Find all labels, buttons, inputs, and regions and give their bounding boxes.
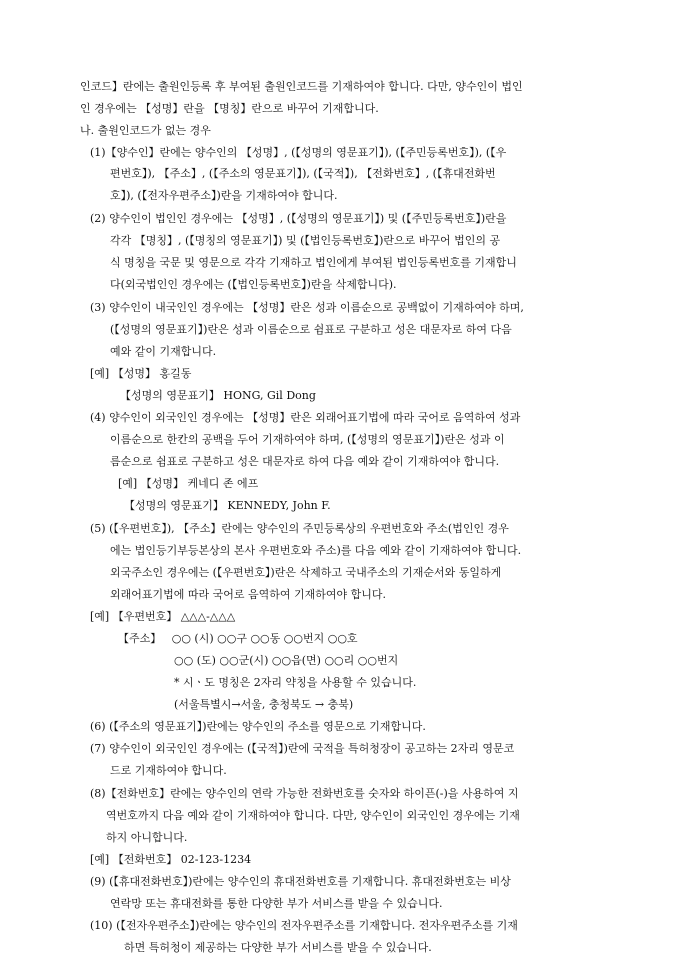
text-line: 에는 법인등기부등본상의 본사 우편번호와 주소)를 다음 예와 같이 기재하여야 합니다. — [110, 544, 522, 557]
note-line: * 시ㆍ도 명칭은 2자리 약칭을 사용할 수 있습니다. — [174, 676, 417, 689]
text-line: (9) (【휴대전화번호】)란에는 양수인의 휴대전화번호를 기재합니다. 휴대전화번호는 비상 — [90, 875, 511, 888]
text-line: 이름순으로 한칸의 공백을 두어 기재하여야 하며, (【성명의 영문표기】)란은 성과 이 — [110, 433, 505, 446]
text-line: 연락망 또는 휴대전화를 통한 다양한 부가 서비스를 받을 수 있습니다. — [110, 897, 443, 910]
text-line: 예와 같이 기재합니다. — [110, 345, 217, 358]
example-line: ○○ (도) ○○군(시) ○○읍(면) ○○리 ○○번지 — [174, 654, 399, 667]
text-line: 인 경우에는 【성명】란을 【명칭】란으로 바꾸어 기재합니다. — [80, 102, 379, 115]
text-line: 외래어표기법에 따라 국어로 음역하여 기재하여야 합니다. — [110, 588, 387, 601]
example-line: 【주소】 ○○ (시) ○○구 ○○동 ○○번지 ○○호 — [118, 632, 358, 645]
example-line: [예] 【성명】 홍길동 — [90, 367, 192, 380]
text-line: 각각 【명칭】, (【명칭의 영문표기】) 및 (【법인등록번호】)란으로 바꾸어 법인의 공 — [110, 234, 501, 247]
text-line: 다(외국법인인 경우에는 (【법인등록번호】)란을 삭제합니다). — [110, 278, 397, 291]
text-line: (【성명의 영문표기】)란은 성과 이름순으로 쉼표로 구분하고 성은 대문자로 하여 다음 — [110, 323, 512, 336]
text-line: (3) 양수인이 내국인인 경우에는 【성명】란은 성과 이름순으로 공백없이 기재하여야 하며, — [90, 301, 524, 314]
text-line: 역번호까지 다음 예와 같이 기재하여야 합니다. 다만, 양수인이 외국인인 경우에는 기재 — [106, 809, 520, 822]
example-line: [예] 【우편번호】 △△△-△△△ — [90, 610, 236, 623]
text-line: (5) (【우편번호】), 【주소】란에는 양수인의 주민등록상의 우편번호와 주소(법인인 경우 — [90, 522, 509, 535]
text-line: (10) (【전자우편주소】)란에는 양수인의 전자우편주소를 기재합니다. 전자우편주소를 기재 — [90, 919, 518, 932]
text-line: (2) 양수인이 법인인 경우에는 【성명】, (【성명의 영문표기】) 및 (【주민등록번호】)란을 — [90, 212, 507, 225]
text-line: 호】), (【전자우편주소】)란을 기재하여야 합니다. — [110, 189, 338, 202]
text-line: (4) 양수인이 외국인인 경우에는 【성명】란은 외래어표기법에 따라 국어로 음역하여 성과 — [90, 411, 521, 424]
section-heading: 나. 출원인코드가 없는 경우 — [80, 124, 211, 137]
example-line: 【성명의 영문표기】 KENNEDY, John F. — [124, 499, 331, 512]
text-line: 하면 특허청이 제공하는 다양한 부가 서비스를 받을 수 있습니다. — [124, 941, 432, 954]
text-line: (7) 양수인이 외국인인 경우에는 (【국적】)란에 국적을 특허청장이 공고하는 2자리 영문코 — [90, 742, 515, 755]
text-line: 편번호】), 【주소】, (【주소의 영문표기】), (【국적】), 【전화번호】, (【휴대전화번 — [110, 167, 496, 180]
text-line: (8)【전화번호】란에는 양수인의 연락 가능한 전화번호를 숫자와 하이픈(-)을 사용하여 지 — [90, 787, 519, 800]
example-line: [예] 【전화번호】 02-123-1234 — [90, 853, 252, 866]
text-line: 식 명칭을 국문 및 영문으로 각각 기재하고 법인에게 부여된 법인등록번호를 기재합니 — [110, 256, 517, 269]
example-line: 【성명의 영문표기】 HONG, Gil Dong — [120, 389, 316, 402]
text-line: 드로 기재하여야 합니다. — [110, 764, 227, 777]
note-line: (서울특별시→서울, 충청북도 → 충북) — [174, 698, 354, 711]
text-line: 름순으로 쉼표로 구분하고 성은 대문자로 하여 다음 예와 같이 기재하여야 합니다. — [110, 455, 500, 468]
text-line: (1)【양수인】란에는 양수인의 【성명】, (【성명의 영문표기】), (【주민등록번호】), (【우 — [90, 146, 507, 159]
example-line: [예] 【성명】 케네디 존 에프 — [118, 477, 259, 490]
text-line: 인코드】란에는 출원인등록 후 부여된 출원인코드를 기재하여야 합니다. 다만, 양수인이 법인 — [80, 80, 523, 93]
text-line: 하지 아니합니다. — [106, 831, 188, 844]
text-line: 외국주소인 경우에는 (【우편번호】)란은 삭제하고 국내주소의 기재순서와 동일하게 — [110, 566, 502, 579]
text-line: (6) (【주소의 영문표기】)란에는 양수인의 주소를 영문으로 기재합니다. — [90, 720, 426, 733]
